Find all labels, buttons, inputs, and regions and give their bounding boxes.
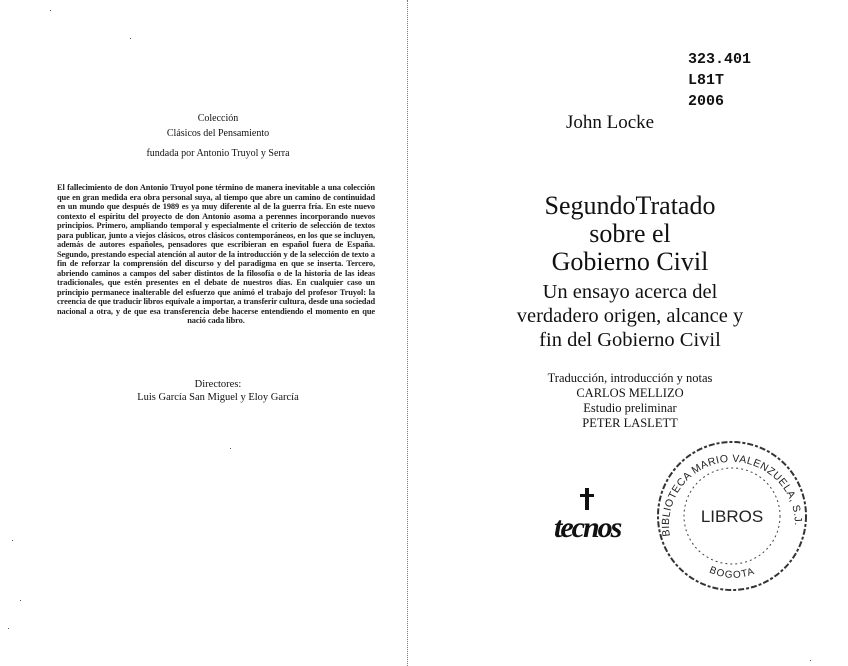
- call-number-cutter: L81T: [688, 72, 725, 89]
- translator-role: Traducción, introducción y notas: [547, 371, 713, 385]
- collection-blurb: El fallecimiento de don Antonio Truyol pone término de manera inevitable a una colección que en gran medida era obra personal suya, al tiempo que abre un camino de continuidad en un mundo que después de 1989 es ya muy diferente al de la guerra fría. En este nuevo contexto el espíritu del proyecto de don Antonio asoma a perennes incorporando nuevos principios. Primero, ampliando temporal y especialmente el criterio de selección de textos para publicar, junto a viejos clásicos, otros clásicos contemporáneos, en los que se incluyen, además de autores españoles, pensadores que escribieran en español fuera de España. Segundo, prestando especial atención al autor de la introducción y de la selección de texto a fin de reforzar la comprensión del discurso y del paradigma en que se inserta. Tercero, abriendo caminos a campos del saber distintos de la filosofía o de la historia de las ideas tradicionales, que estén presentes en el debate de nuestros días. En cualquier caso un principio permanece inalterable del esfuerzo que animó el trabajo del profesor Truyol: la creencia de que traducir libros equivale a importar, a transferir cultura, desde una sociedad nacional a otra, y de que esa transferencia debe hacerse entendiendo el momento en que nació cada libro.: [57, 183, 376, 325]
- scan-speck: [8, 628, 9, 629]
- book-spine-divider: [407, 0, 408, 666]
- title-line: SegundoTratado: [544, 191, 716, 220]
- credits-block: [480, 371, 780, 431]
- title-line: sobre el: [589, 219, 671, 248]
- scan-speck: [20, 600, 21, 601]
- translator-name: CARLOS MELLIZO: [576, 386, 684, 400]
- directors-label: Directores:: [194, 379, 242, 390]
- collection-label: Colección: [197, 113, 239, 124]
- author-name: John Locke: [565, 112, 655, 133]
- scan-speck: [130, 38, 131, 39]
- stamp-bottom-text: BOGOTA: [707, 564, 757, 582]
- study-author: PETER LASLETT: [582, 416, 678, 430]
- publisher-logo: tecnos: [554, 511, 621, 544]
- directors-block: [60, 378, 376, 404]
- call-number: [688, 49, 751, 112]
- series-name: Clásicos del Pensamiento: [166, 128, 270, 139]
- study-role: Estudio preliminar: [583, 401, 677, 415]
- tecnos-logo-mark-icon: [580, 488, 594, 510]
- book-title: [480, 192, 780, 276]
- scan-speck: [12, 540, 13, 541]
- directors-names: Luis García San Miguel y Eloy García: [137, 392, 299, 403]
- subtitle-line: fin del Gobierno Civil: [539, 329, 721, 351]
- scan-speck: [230, 448, 231, 449]
- scan-speck: [50, 10, 51, 11]
- book-subtitle: [480, 280, 780, 352]
- title-line: Gobierno Civil: [551, 247, 709, 276]
- founder-line: fundada por Antonio Truyol y Serra: [146, 148, 290, 159]
- library-stamp: [652, 436, 812, 596]
- stamp-ring-text: BIBLIOTECA MARIO VALENZUELA, S.J.: [659, 452, 805, 538]
- call-number-class: 323.401: [688, 51, 752, 68]
- call-number-year: 2006: [688, 93, 725, 110]
- stamp-center-text: LIBROS: [700, 507, 764, 526]
- scan-speck: [810, 660, 811, 661]
- subtitle-line: verdadero origen, alcance y: [516, 305, 744, 327]
- collection-header: [60, 112, 376, 162]
- subtitle-line: Un ensayo acerca del: [542, 281, 718, 303]
